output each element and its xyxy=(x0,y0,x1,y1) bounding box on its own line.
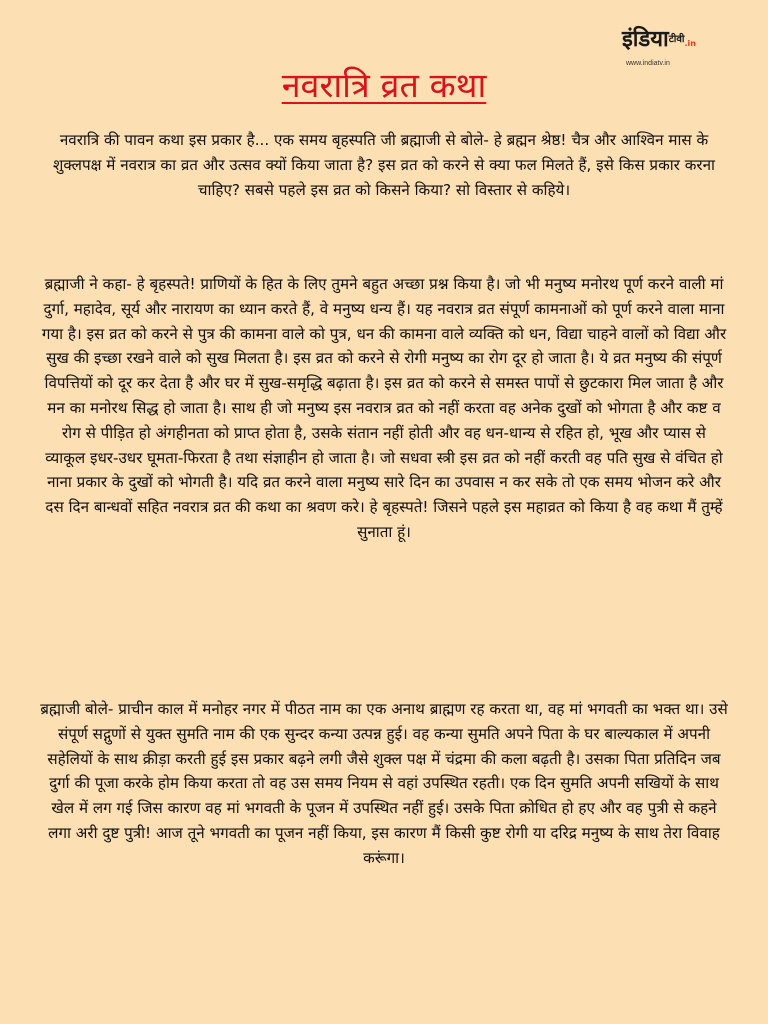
page-title: नवरात्रि व्रत कथा xyxy=(281,66,487,106)
logo-brand: इंडिया xyxy=(622,27,669,52)
logo-suffix: .in xyxy=(684,39,696,48)
logo-wordmark xyxy=(622,28,696,56)
logo-url: www.indiatv.in xyxy=(626,60,670,67)
story-paragraph-brahma-reply: ब्रह्माजी ने कहा- हे बृहस्पते! प्राणियों के हित के लिए तुमने बहुत अच्छा प्रश्न किया है। जो भी मनुष्य मनोरथ पूर्ण करने वाली मां दुर्गा, महादेव, सूर्य और नारायण का ध्यान करते हैं, वे मनुष्य धन्य हैं। यह नवरात्र व्रत संपूर्ण कामनाओं को पूर्ण करने वाला माना गया है। इस व्रत को करने से पुत्र की कामना वाले को पुत्र, धन की कामना वाले व्यक्ति को धन, विद्या चाहने वालों को विद्या और सुख की इच्छा रखने वाले को सुख मिलता है। इस व्रत को करने से रोगी मनुष्य का रोग दूर हो जाता है। ये व्रत मनुष्य की संपूर्ण विपत्तियों को दूर कर देता है और घर में सुख-समृद्धि बढ़ाता है। इस व्रत को करने से समस्त पापों से छुटकारा मिल जाता है और मन का मनोरथ सिद्ध हो जाता है। साथ ही जो मनुष्य इस नवरात्र व्रत को नहीं करता वह अनेक दुखों को भोगता है और कष्ट व रोग से पीड़ित हो अंगहीनता को प्राप्त होता है, उसके संतान नहीं होती और वह धन-धान्य से रहित हो, भूख और प्यास से व्याकूल इधर-उधर घूमता-फिरता है तथा संज्ञाहीन हो जाता है। जो सधवा स्त्री इस व्रत को नहीं करती वह पति सुख से वंचित हो नाना प्रकार के दुखों को भोगती है। यदि व्रत करने वाला मनुष्य सारे दिन का उपवास न कर सके तो एक समय भोजन करे और दस दिन बान्धवों सहित नवरात्र व्रत की कथा का श्रवण करे। हे बृहस्पते! जिसने पहले इस महाव्रत को किया है वह कथा मैं तुम्हें सुनाता हूं। xyxy=(41,275,727,541)
logo-tv: टीवी xyxy=(668,34,685,45)
story-paragraph-sumati: ब्रह्माजी बोले- प्राचीन काल में मनोहर नगर में पीठत नाम का एक अनाथ ब्राह्मण रह करता था, वह मां भगवती का भक्त था। उसे संपूर्ण सद्गुणों से युक्त सुमति नाम की एक सुन्दर कन्या उत्पन्न हुई। वह कन्या सुमति अपने पिता के घर बाल्यकाल में अपनी सहेलियों के साथ क्रीड़ा करती हुई इस प्रकार बढ़ने लगी जैसे शुक्ल पक्ष में चंद्रमा की कला बढ़ती है। उसका पिता प्रतिदिन जब दुर्गा की पूजा करके होम किया करता तो वह उस समय नियम से वहां उपस्थित रहती। एक दिन सुमति अपनी सखियों के साथ खेल में लग गई जिस कारण वह मां भगवती के पूजन में उपस्थित नहीं हुई। उसके पिता क्रोधित हो हए और वह पुत्री से कहने लगा अरी दुष्ट पुत्री! आज तूने भगवती का पूजन नहीं किया, इस कारण मैं किसी कुष्ट रोगी या दरिद्र मनुष्य के साथ तेरा विवाह करूंगा। xyxy=(40,700,728,867)
story-paragraph-intro: नवरात्रि की पावन कथा इस प्रकार है... एक समय बृहस्पति जी ब्रह्माजी से बोले- हे ब्रह्मन श्रेष्ठ! चैत्र और आश्विन मास के शुक्लपक्ष में नवरात्र का व्रत और उत्सव क्यों किया जाता है? इस व्रत को करने से क्या फल मिलते हैं, इसे किस प्रकार करना चाहिए? सबसे पहले इस व्रत को किसने किया? सो विस्तार से कहिये। xyxy=(53,131,715,199)
